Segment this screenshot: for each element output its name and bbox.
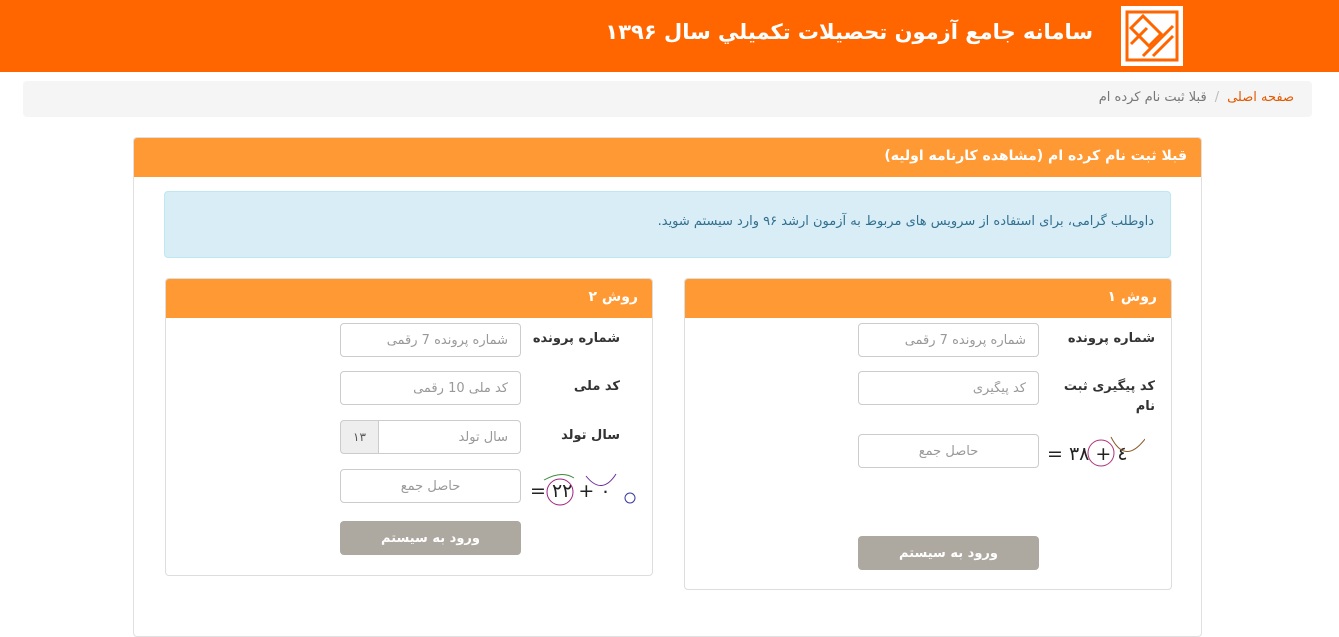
- breadcrumb-home-link[interactable]: صفحه اصلی: [1227, 90, 1294, 105]
- method-2-captcha-text: = ۲۲ + ۰: [530, 480, 611, 502]
- breadcrumb-separator: /: [1214, 90, 1220, 105]
- site-title: سامانه جامع آزمون تحصيلات تكميلي سال ۱۳۹۶: [605, 20, 1093, 44]
- method-2-file-input[interactable]: [340, 323, 521, 357]
- method-1-title: روش ۱: [685, 279, 1171, 318]
- breadcrumb: [23, 81, 1312, 117]
- method-1-captcha-text: = ۳۸ + ٤: [1047, 443, 1128, 465]
- breadcrumb-current: قبلا ثبت نام کرده ام: [1098, 90, 1207, 105]
- captcha-noise-icon: [1075, 435, 1145, 469]
- method-2-captcha: [530, 480, 611, 502]
- method-2-submit-button[interactable]: ورود به سیستم: [340, 521, 521, 555]
- site-logo[interactable]: [1121, 6, 1183, 66]
- method-1-captcha: [1047, 443, 1128, 465]
- method-1-file-label: شماره پرونده: [1067, 331, 1155, 346]
- method-1-file-input[interactable]: [858, 323, 1039, 357]
- method-1-submit-button[interactable]: ورود به سیستم: [858, 536, 1039, 570]
- method-2-birth-label: سال تولد: [561, 428, 620, 443]
- info-alert: داوطلب گرامی، برای استفاده از سرویس های مربوط به آزمون ارشد ۹۶ وارد سیستم شوید.: [164, 191, 1171, 258]
- site-header: [0, 0, 1339, 72]
- login-panel-title: قبلا ثبت نام کرده ام (مشاهده کارنامه اولیه): [134, 138, 1201, 177]
- method-2-national-input[interactable]: [340, 371, 521, 405]
- method-2-birth-prefix: ۱۳: [340, 420, 379, 454]
- method-1-sum-input[interactable]: [858, 434, 1039, 468]
- method-1-card: [684, 278, 1172, 590]
- method-1-tracking-label: کد پیگیری ثبت نام: [1063, 379, 1155, 414]
- method-2-file-label: شماره پرونده: [532, 331, 620, 346]
- captcha-noise-icon: [542, 472, 642, 506]
- login-panel: [133, 137, 1202, 637]
- method-1-tracking-input[interactable]: [858, 371, 1039, 405]
- method-2-title: روش ۲: [166, 279, 652, 318]
- method-2-card: [165, 278, 653, 576]
- method-2-birth-input[interactable]: [378, 420, 521, 454]
- logo-icon: [1123, 8, 1181, 64]
- method-2-sum-input[interactable]: [340, 469, 521, 503]
- method-2-national-label: کد ملی: [573, 379, 620, 394]
